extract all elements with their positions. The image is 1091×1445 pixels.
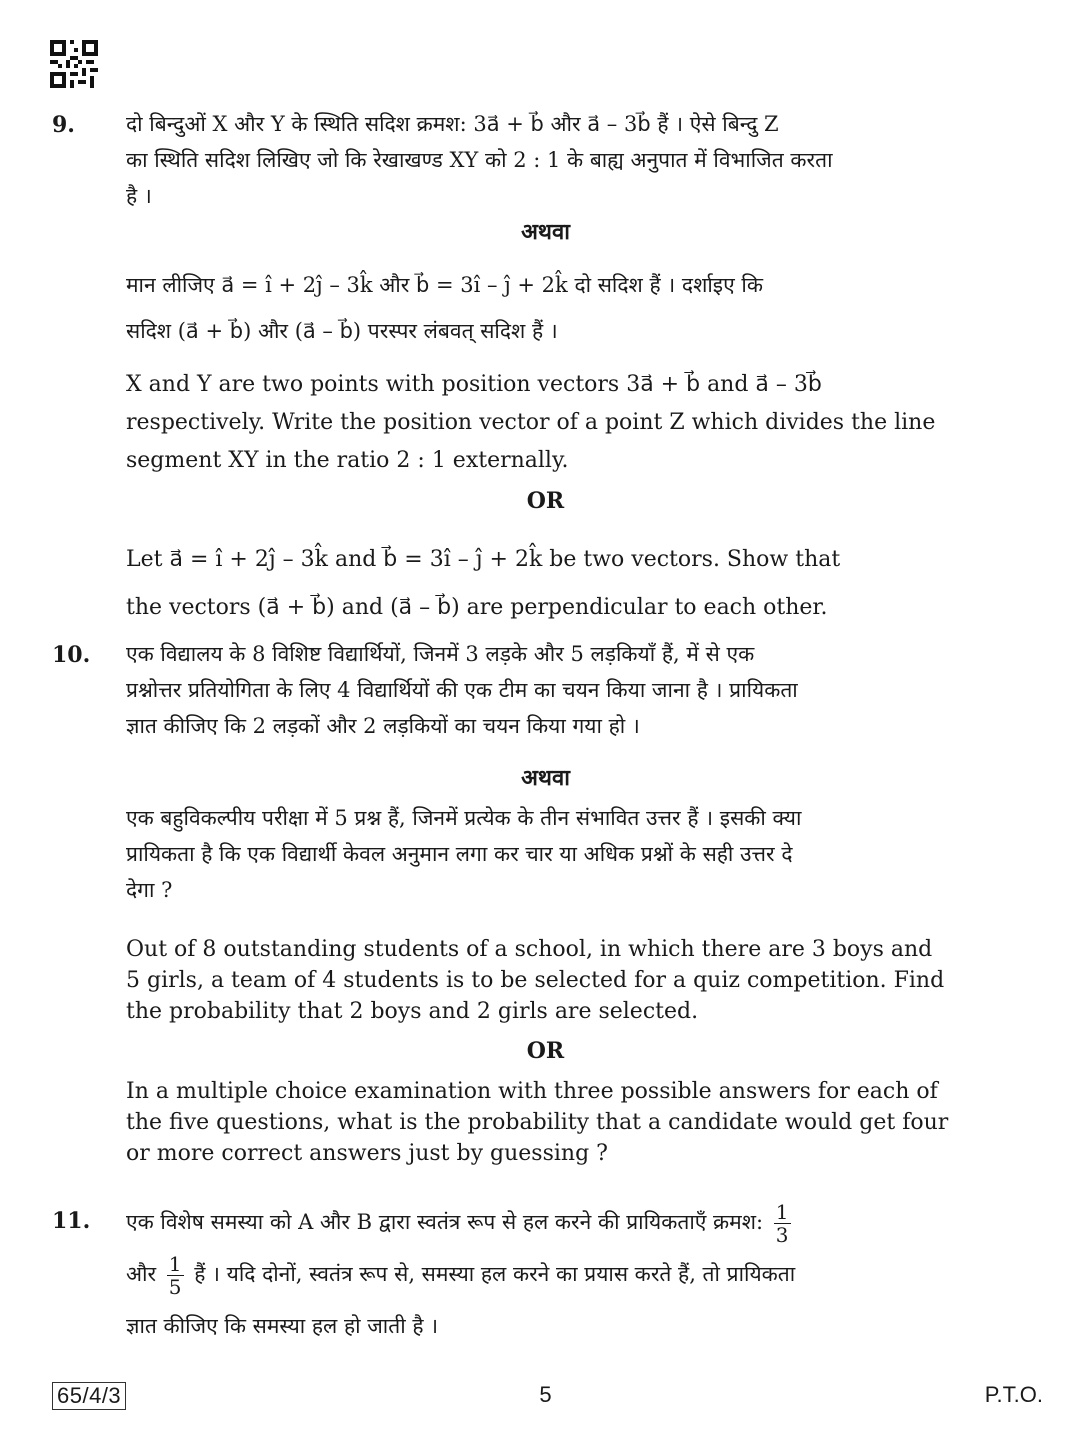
- text-line: the vectors (a⃗ + b⃗) and (a⃗ – b⃗) are perpendicular to each other.: [126, 595, 828, 620]
- text-line: the five questions, what is the probability that a candidate would get four: [126, 1110, 949, 1135]
- text-line: respectively. Write the position vector of a point Z which divides the line: [126, 410, 936, 435]
- text-line: दो बिन्दुओं X और Y के स्थिति सदिश क्रमश: 3a⃗ + b⃗ और a⃗ – 3b⃗ हैं । ऐसे बिन्दु Z: [126, 112, 779, 136]
- text-line: देगा ?: [126, 878, 173, 902]
- text-line: ज्ञात कीजिए कि 2 लड़कों और 2 लड़कियों का चयन किया गया हो ।: [126, 714, 640, 738]
- q9-english-alternative: [126, 536, 980, 632]
- text-line: [126, 1248, 980, 1300]
- text-line: प्रश्नोत्तर प्रतियोगिता के लिए 4 विद्यार्थियों की एक टीम का चयन किया जाना है । प्रायिकता: [126, 678, 798, 702]
- text-line: एक विद्यालय के 8 विशिष्ट विद्यार्थियों, जिनमें 3 लड़के और 5 लड़कियाँ हैं, में से एक: [126, 642, 755, 666]
- fraction-denominator: 3: [775, 1223, 789, 1247]
- fraction: [167, 1253, 184, 1298]
- text-line: Let a⃗ = î + 2ĵ – 3k̂ and b⃗ = 3î – ĵ + 2k̂ be two vectors. Show that: [126, 547, 841, 572]
- text-line: प्रायिकता है कि एक विद्यार्थी केवल अनुमान लगा कर चार या अधिक प्रश्नों के सही उत्तर दे: [126, 842, 793, 866]
- or-separator: OR: [526, 488, 565, 514]
- text-line: सदिश (a⃗ + b⃗) और (a⃗ – b⃗) परस्पर लंबवत् सदिश हैं ।: [126, 319, 558, 343]
- text-line: है ।: [126, 184, 152, 208]
- text-line: the probability that 2 boys and 2 girls are selected.: [126, 999, 699, 1024]
- text-line: का स्थिति सदिश लिखिए जो कि रेखाखण्ड XY को 2 : 1 के बाह्य अनुपात में विभाजित करता: [126, 148, 833, 172]
- fraction: [774, 1201, 791, 1246]
- text-line: मान लीजिए a⃗ = î + 2ĵ – 3k̂ और b⃗ = 3î – ĵ + 2k̂ दो सदिश हैं । दर्शाइए कि: [126, 273, 763, 297]
- text-line: Out of 8 outstanding students of a school, in which there are 3 boys and: [126, 937, 933, 962]
- q11-line-2-end: हैं । यदि दोनों, स्वतंत्र रूप से, समस्या हल करने का प्रयास करते हैं, तो प्रायिकता: [194, 1262, 796, 1286]
- question-number: 10.: [52, 642, 91, 668]
- or-separator-hindi: अथवा: [521, 765, 570, 791]
- text-line: 5 girls, a team of 4 students is to be selected for a quiz competition. Find: [126, 968, 945, 993]
- text-line: [126, 1196, 980, 1248]
- text-line: segment XY in the ratio 2 : 1 externally.: [126, 448, 569, 473]
- fraction-numerator: 1: [168, 1252, 182, 1276]
- question-number: 9.: [52, 112, 75, 138]
- page-number: 5: [539, 1382, 552, 1407]
- q10-hindi-text: [126, 636, 980, 744]
- or-separator-hindi: अथवा: [521, 219, 570, 245]
- fraction-denominator: 5: [168, 1275, 182, 1299]
- paper-code: 65/4/3: [52, 1382, 126, 1410]
- q9-hindi-alternative: [126, 262, 980, 354]
- q10-english-alternative: [126, 1076, 980, 1169]
- fraction-numerator: 1: [775, 1200, 789, 1224]
- or-separator: OR: [526, 1038, 565, 1064]
- text-line: In a multiple choice examination with three possible answers for each of: [126, 1079, 938, 1104]
- q11-line-2-start: और: [126, 1262, 157, 1286]
- text-line: ज्ञात कीजिए कि समस्या हल हो जाती है ।: [126, 1314, 439, 1338]
- pto-label: P.T.O.: [984, 1382, 1043, 1407]
- q10-hindi-alternative: [126, 800, 980, 908]
- q9-hindi-text: [126, 106, 980, 214]
- text-line: X and Y are two points with position vectors 3a⃗ + b⃗ and a⃗ – 3b⃗: [126, 372, 822, 397]
- q11-hindi-text: [126, 1196, 980, 1352]
- text-line: or more correct answers just by guessing ?: [126, 1141, 608, 1166]
- question-number: 11.: [52, 1208, 91, 1234]
- q11-line-1: एक विशेष समस्या को A और B द्वारा स्वतंत्र रूप से हल करने की प्रायिकताएँ क्रमश:: [126, 1210, 764, 1234]
- q9-english-text: [126, 366, 980, 480]
- q10-english-text: [126, 934, 980, 1027]
- text-line: एक बहुविकल्पीय परीक्षा में 5 प्रश्न हैं, जिनमें प्रत्येक के तीन संभावित उत्तर हैं । इसकी क्या: [126, 806, 802, 830]
- qr-code-icon: [50, 40, 98, 88]
